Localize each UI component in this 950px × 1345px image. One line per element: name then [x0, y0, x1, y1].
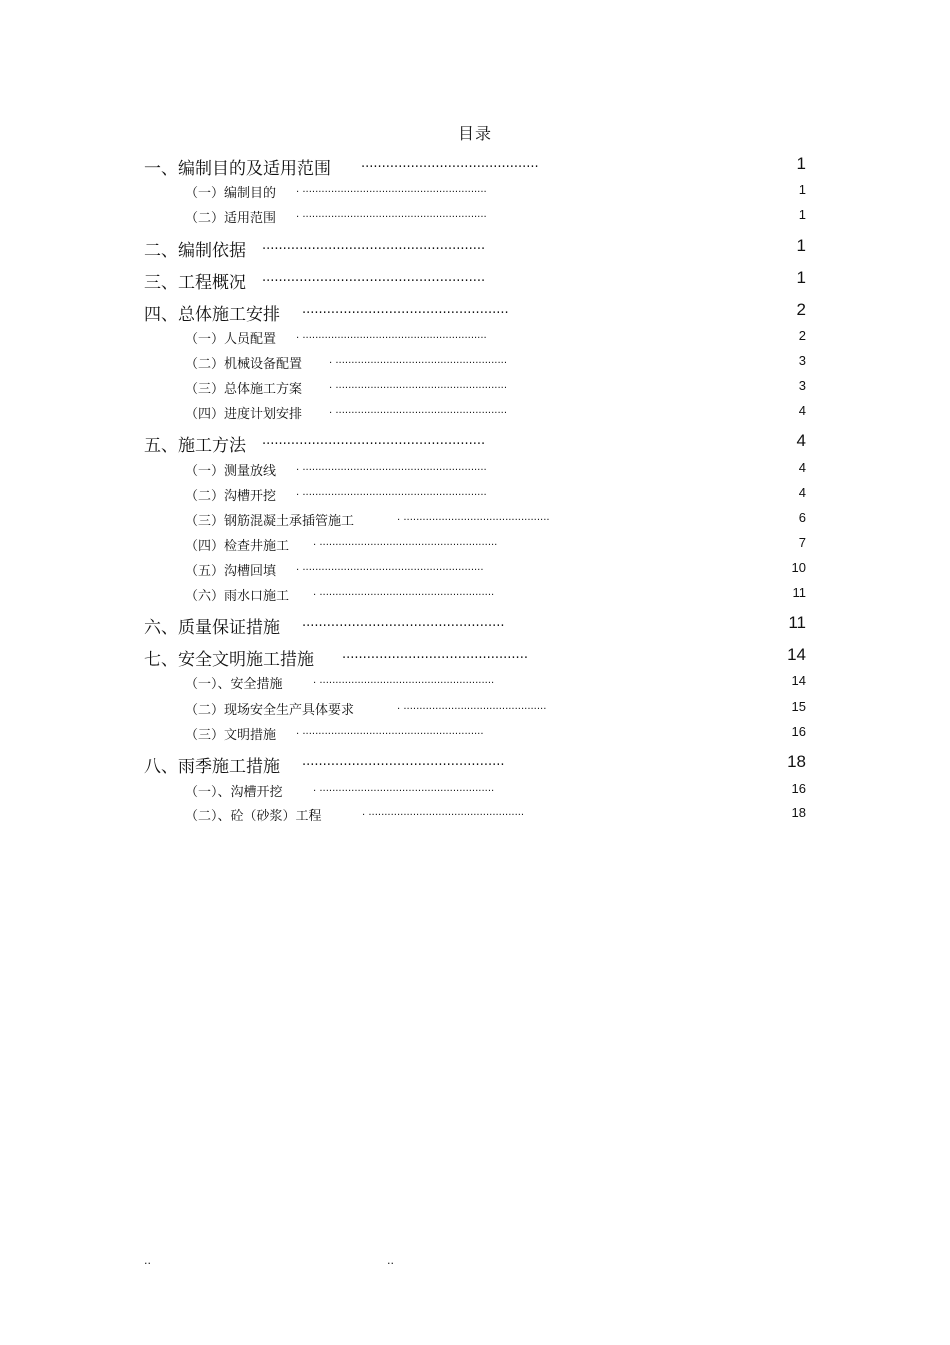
toc-page-number: 4	[798, 485, 806, 500]
toc-page-number: 2	[796, 300, 806, 319]
toc-chapter-row[interactable]	[0, 645, 950, 669]
toc-page-number: 6	[798, 510, 806, 525]
toc-section-row[interactable]	[0, 533, 950, 557]
toc-dot-leader: . ......................................................	[329, 380, 508, 391]
toc-page-number: 4	[798, 403, 806, 418]
toc-dot-leader: . .......................................................	[313, 783, 495, 794]
toc-dot-leader: . ......................................................	[329, 355, 508, 366]
toc-page-number: 16	[791, 781, 806, 796]
toc-title: 目录	[457, 124, 492, 143]
toc-entry-label: （一）、沟槽开挖	[185, 785, 283, 800]
toc-dot-leader: ......................................................	[262, 433, 486, 448]
toc-section-row[interactable]	[0, 458, 950, 482]
toc-page-number: 1	[796, 154, 806, 173]
toc-entry-label: （三）钢筋混凝土承插管施工	[185, 514, 355, 529]
toc-page-number: 4	[798, 460, 806, 475]
toc-entry-label: 八、雨季施工措施	[144, 757, 280, 777]
toc-page-number: 10	[791, 560, 806, 575]
toc-page-number: 1	[796, 236, 806, 255]
toc-entry-label: （二）现场安全生产具体要求	[185, 703, 355, 718]
toc-entry-label: （二）沟槽开挖	[185, 489, 277, 504]
toc-page-number: 14	[787, 645, 806, 664]
toc-section-row[interactable]	[0, 351, 950, 375]
toc-entry-label: （一）人员配置	[185, 332, 277, 347]
toc-entry-label: （五）沟槽回填	[185, 564, 277, 579]
toc-dot-leader: ..................................................	[302, 302, 509, 317]
toc-entry-label: （一）编制目的	[185, 186, 277, 201]
toc-dot-leader: . ........................................................	[313, 537, 498, 548]
toc-page-number: 1	[798, 182, 806, 197]
toc-entry-label: 四、总体施工安排	[144, 305, 280, 325]
toc-entry-label: （四）检查井施工	[185, 539, 290, 554]
toc-entry-label: 一、编制目的及适用范围	[144, 159, 331, 179]
toc-dot-leader: . ..........................................................	[296, 330, 487, 341]
toc-page-number: 1	[796, 268, 806, 287]
toc-dot-leader: . ......................................................	[329, 405, 508, 416]
toc-entry-label: （二）、砼（砂浆）工程	[185, 809, 322, 824]
toc-section-row[interactable]	[0, 483, 950, 507]
toc-dot-leader: . .................................................	[362, 807, 525, 818]
toc-dot-leader: . .............................................	[397, 701, 547, 712]
toc-entry-label: （一）测量放线	[185, 464, 277, 479]
toc-page-number: 18	[791, 805, 806, 820]
toc-dot-leader: . .........................................................	[296, 562, 484, 573]
toc-page-number: 3	[798, 378, 806, 393]
toc-dot-leader: . ..........................................................	[296, 184, 487, 195]
toc-page-number: 11	[792, 585, 806, 600]
toc-section-row[interactable]	[0, 671, 950, 695]
toc-entry-label: 五、施工方法	[144, 436, 246, 456]
toc-entry-label: 七、安全文明施工措施	[144, 650, 314, 670]
toc-page-number: 11	[788, 613, 806, 632]
toc-entry-label: （四）进度计划安排	[185, 407, 303, 422]
toc-dot-leader: .................................................	[302, 754, 505, 769]
toc-entry-label: （二）适用范围	[185, 211, 277, 226]
toc-dot-leader: . .........................................................	[296, 726, 484, 737]
toc-entry-label: （六）雨水口施工	[185, 589, 290, 604]
footer-center-mark: ..	[387, 1254, 394, 1267]
toc-dot-leader: . ..............................................	[397, 512, 550, 523]
toc-section-row[interactable]	[0, 326, 950, 350]
toc-entry-label: （二）机械设备配置	[185, 357, 303, 372]
toc-dot-leader: ......................................................	[262, 270, 486, 285]
toc-section-row[interactable]	[0, 779, 950, 803]
toc-page-number: 7	[798, 535, 806, 550]
toc-chapter-row[interactable]	[0, 613, 950, 637]
toc-entry-label: （一）、安全措施	[185, 677, 283, 692]
toc-section-row[interactable]	[0, 558, 950, 582]
toc-dot-leader: . .......................................................	[313, 587, 495, 598]
toc-chapter-row[interactable]	[0, 268, 950, 292]
toc-section-row[interactable]	[0, 376, 950, 400]
toc-entry-label: 三、工程概况	[144, 273, 246, 293]
toc-page-number: 3	[798, 353, 806, 368]
toc-page-number: 14	[791, 673, 806, 688]
toc-dot-leader: .................................................	[302, 615, 505, 630]
toc-chapter-row[interactable]	[0, 236, 950, 260]
toc-dot-leader: . ..........................................................	[296, 487, 487, 498]
toc-dot-leader: ...........................................	[361, 156, 539, 171]
toc-chapter-row[interactable]	[0, 431, 950, 455]
toc-dot-leader: . .......................................................	[313, 675, 495, 686]
toc-chapter-row[interactable]	[0, 154, 950, 178]
toc-section-row[interactable]	[0, 508, 950, 532]
toc-section-row[interactable]	[0, 722, 950, 746]
toc-entry-label: 二、编制依据	[144, 241, 246, 261]
toc-page-number: 1	[798, 207, 806, 222]
toc-dot-leader: . ..........................................................	[296, 462, 487, 473]
toc-chapter-row[interactable]	[0, 752, 950, 776]
toc-page-number: 4	[796, 431, 806, 450]
toc-section-row[interactable]	[0, 205, 950, 229]
toc-dot-leader: . ..........................................................	[296, 209, 487, 220]
toc-page-number: 2	[798, 328, 806, 343]
toc-dot-leader: ......................................................	[262, 238, 486, 253]
toc-dot-leader: .............................................	[342, 647, 528, 662]
toc-section-row[interactable]	[0, 401, 950, 425]
toc-entry-label: 六、质量保证措施	[144, 618, 280, 638]
toc-chapter-row[interactable]	[0, 300, 950, 324]
toc-section-row[interactable]	[0, 803, 950, 827]
footer-left-mark: ..	[144, 1254, 151, 1267]
toc-section-row[interactable]	[0, 697, 950, 721]
toc-section-row[interactable]	[0, 583, 950, 607]
toc-page-number: 18	[787, 752, 806, 771]
toc-page-number: 16	[791, 724, 806, 739]
toc-section-row[interactable]	[0, 180, 950, 204]
toc-page-number: 15	[791, 699, 806, 714]
toc-entry-label: （三）文明措施	[185, 728, 277, 743]
toc-entry-label: （三）总体施工方案	[185, 382, 303, 397]
